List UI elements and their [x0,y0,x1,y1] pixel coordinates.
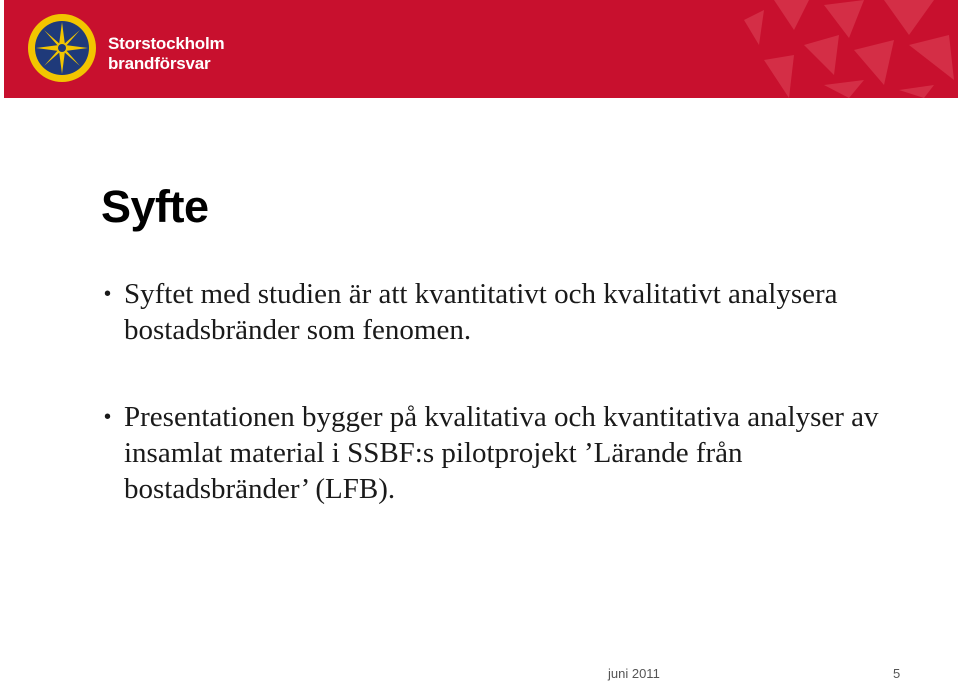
logo-compass-star-icon [26,12,98,84]
page-number: 5 [893,666,901,681]
bullet-list [104,276,904,507]
header-banner [4,0,958,98]
bullet-item: • Syftet med studien är att kvantitativt och kvalitativt analysera bostadsbränder som fenomen. [104,276,904,348]
org-name-line-2: brandförsvar [108,54,211,73]
organization-name [108,34,224,74]
slide-title: Syfte [101,181,209,232]
bullet-item: • Presentationen bygger på kvalitativa och kvantitativa analyser av insamlat material i SSBF:s pilotprojekt ’Lärande från bostadsbränder’ (LFB). [104,399,904,507]
footer-date: juni 2011 [608,666,660,681]
org-name-line-1: Storstockholm [108,34,225,53]
